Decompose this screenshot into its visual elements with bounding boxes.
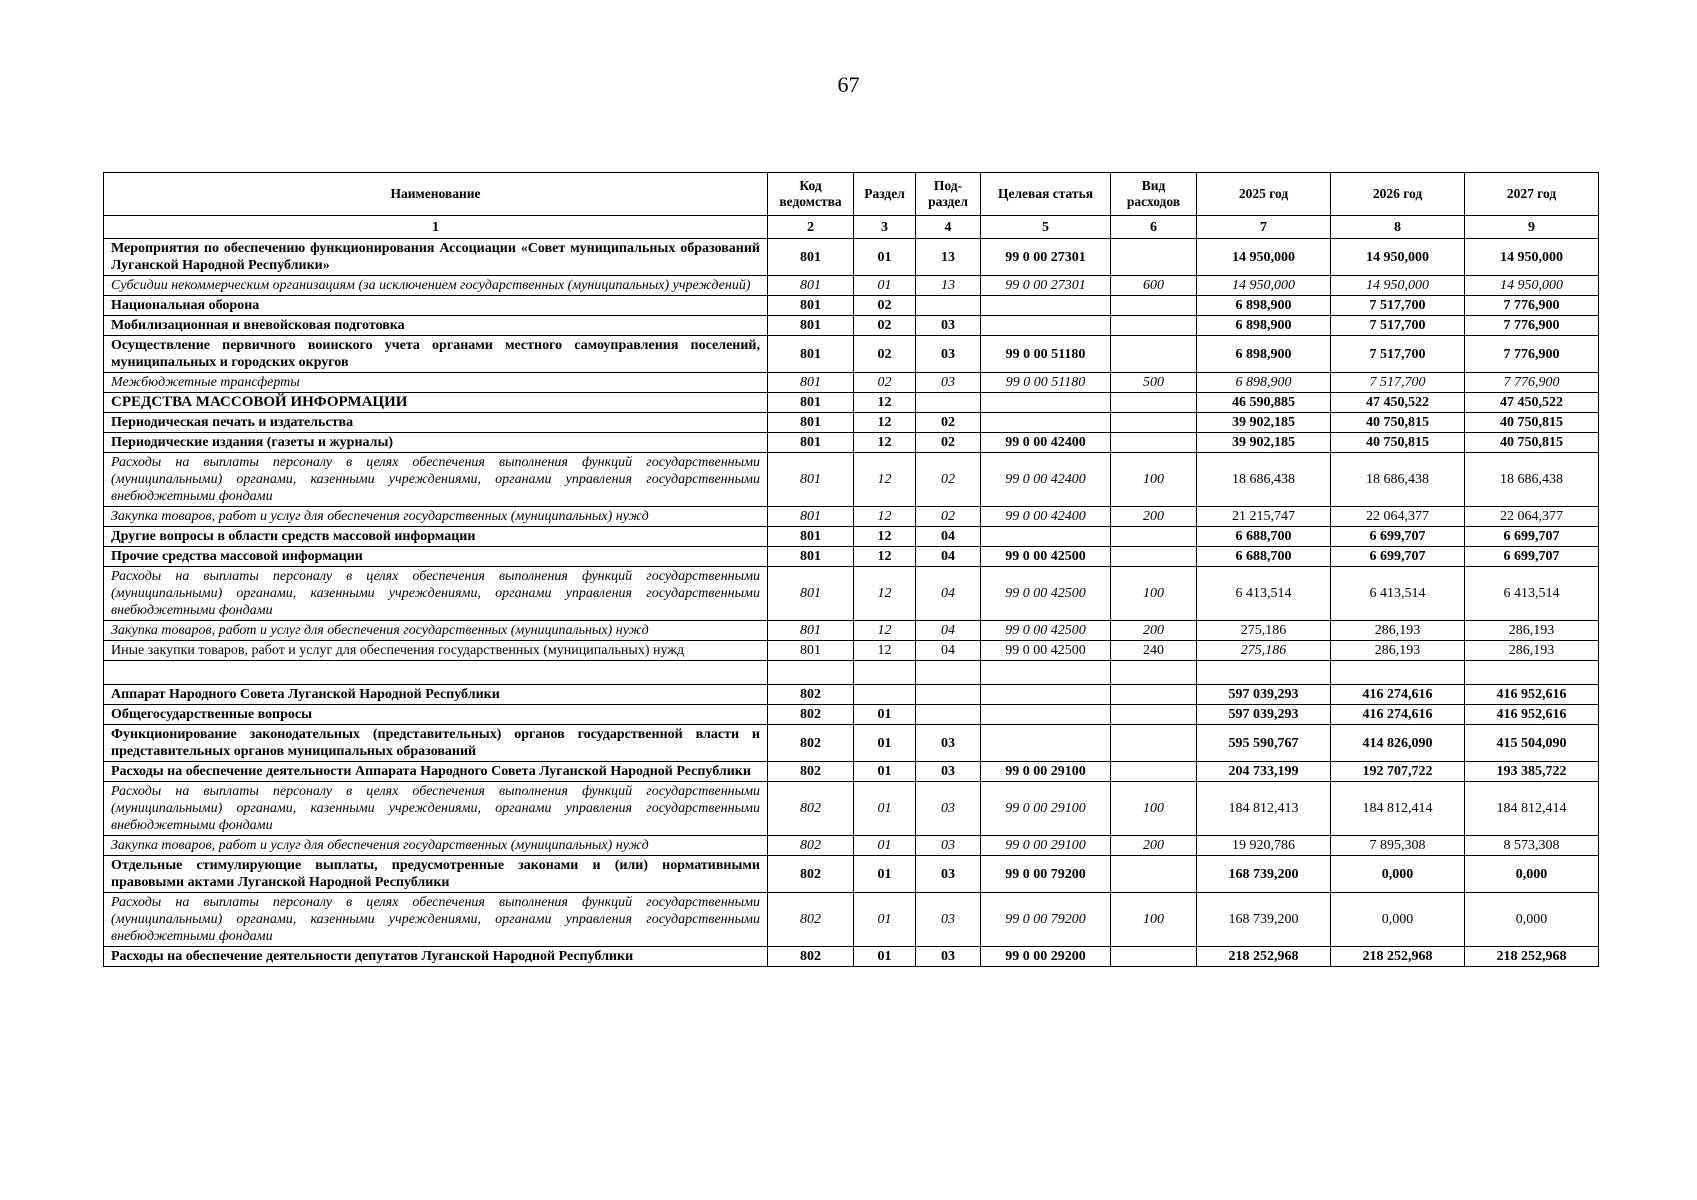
cell-vid [1111, 685, 1197, 705]
cell-razdel: 12 [854, 547, 916, 567]
cell-amount-2026: 40 750,815 [1331, 433, 1465, 453]
cell-amount-2025: 275,186 [1197, 641, 1331, 661]
column-number: 9 [1465, 216, 1599, 239]
table-row [104, 336, 1599, 373]
cell-amount-2027: 286,193 [1465, 621, 1599, 641]
cell-kod: 801 [768, 547, 854, 567]
cell-podrazdel: 03 [916, 336, 981, 373]
cell-vid [1111, 725, 1197, 762]
cell-name: Мобилизационная и вневойсковая подготовка [104, 316, 768, 336]
column-header-2026: 2026 год [1331, 173, 1465, 216]
cell-amount-2027: 8 573,308 [1465, 836, 1599, 856]
cell-amount-2026: 7 517,700 [1331, 373, 1465, 393]
table-row [104, 856, 1599, 893]
cell-kod: 801 [768, 336, 854, 373]
cell-podrazdel: 03 [916, 373, 981, 393]
cell-name: Расходы на выплаты персоналу в целях обеспечения выполнения функций государственными (муниципальными) органами, казенными учреждениями, органами управления государственными внебюджетными фондами [104, 893, 768, 947]
table-row [104, 547, 1599, 567]
cell-statya [981, 393, 1111, 413]
cell-statya: 99 0 00 29100 [981, 836, 1111, 856]
cell-amount-2025: 275,186 [1197, 621, 1331, 641]
cell-statya: 99 0 00 29200 [981, 947, 1111, 967]
cell-podrazdel: 03 [916, 856, 981, 893]
cell-name: Другие вопросы в области средств массовой информации [104, 527, 768, 547]
cell-podrazdel: 13 [916, 239, 981, 276]
cell-name: Расходы на обеспечение деятельности депутатов Луганской Народной Республики [104, 947, 768, 967]
cell-amount-2027: 40 750,815 [1465, 413, 1599, 433]
column-header-kod: Код ведомства [768, 173, 854, 216]
cell-amount-2026: 18 686,438 [1331, 453, 1465, 507]
cell-name: Расходы на выплаты персоналу в целях обеспечения выполнения функций государственными (муниципальными) органами, казенными учреждениями, органами управления государственными внебюджетными фондами [104, 567, 768, 621]
cell-kod [768, 661, 854, 685]
cell-amount-2026: 416 274,616 [1331, 685, 1465, 705]
cell-statya [981, 705, 1111, 725]
cell-amount-2027: 18 686,438 [1465, 453, 1599, 507]
cell-podrazdel: 04 [916, 547, 981, 567]
cell-amount-2026: 218 252,968 [1331, 947, 1465, 967]
cell-amount-2027: 40 750,815 [1465, 433, 1599, 453]
table-row [104, 527, 1599, 547]
cell-amount-2026: 6 699,707 [1331, 547, 1465, 567]
cell-name: Периодические издания (газеты и журналы) [104, 433, 768, 453]
cell-statya: 99 0 00 79200 [981, 856, 1111, 893]
table-row [104, 725, 1599, 762]
table-row [104, 685, 1599, 705]
cell-statya: 99 0 00 29100 [981, 762, 1111, 782]
cell-vid: 600 [1111, 276, 1197, 296]
cell-vid: 100 [1111, 453, 1197, 507]
cell-podrazdel [916, 705, 981, 725]
column-number: 4 [916, 216, 981, 239]
column-number: 5 [981, 216, 1111, 239]
cell-razdel: 01 [854, 239, 916, 276]
cell-razdel: 02 [854, 373, 916, 393]
cell-kod: 801 [768, 567, 854, 621]
cell-amount-2026: 14 950,000 [1331, 276, 1465, 296]
cell-amount-2027: 7 776,900 [1465, 373, 1599, 393]
cell-amount-2026: 6 699,707 [1331, 527, 1465, 547]
cell-podrazdel: 03 [916, 947, 981, 967]
cell-statya: 99 0 00 42400 [981, 453, 1111, 507]
cell-name: Субсидии некоммерческим организациям (за исключением государственных (муниципальных) учреждений) [104, 276, 768, 296]
cell-amount-2026: 7 517,700 [1331, 296, 1465, 316]
cell-amount-2025 [1197, 661, 1331, 685]
cell-podrazdel [916, 296, 981, 316]
cell-razdel: 02 [854, 336, 916, 373]
cell-amount-2026: 184 812,414 [1331, 782, 1465, 836]
cell-kod: 802 [768, 856, 854, 893]
cell-vid [1111, 527, 1197, 547]
cell-podrazdel: 02 [916, 507, 981, 527]
cell-kod: 801 [768, 393, 854, 413]
cell-name: Общегосударственные вопросы [104, 705, 768, 725]
cell-podrazdel: 02 [916, 433, 981, 453]
cell-amount-2025: 14 950,000 [1197, 276, 1331, 296]
cell-razdel: 12 [854, 621, 916, 641]
cell-name: Периодическая печать и издательства [104, 413, 768, 433]
cell-amount-2025: 39 902,185 [1197, 413, 1331, 433]
table-header-row [104, 173, 1599, 216]
cell-amount-2025: 218 252,968 [1197, 947, 1331, 967]
table-row [104, 641, 1599, 661]
cell-amount-2027: 416 952,616 [1465, 685, 1599, 705]
cell-statya: 99 0 00 79200 [981, 893, 1111, 947]
table-row [104, 296, 1599, 316]
cell-razdel [854, 661, 916, 685]
cell-amount-2027: 0,000 [1465, 893, 1599, 947]
cell-statya: 99 0 00 27301 [981, 276, 1111, 296]
table-row [104, 893, 1599, 947]
cell-amount-2025: 597 039,293 [1197, 705, 1331, 725]
table-row [104, 947, 1599, 967]
cell-vid [1111, 239, 1197, 276]
cell-amount-2025: 204 733,199 [1197, 762, 1331, 782]
cell-podrazdel: 04 [916, 527, 981, 547]
table-row [104, 413, 1599, 433]
cell-podrazdel: 02 [916, 413, 981, 433]
cell-amount-2025: 6 413,514 [1197, 567, 1331, 621]
cell-kod: 801 [768, 373, 854, 393]
cell-amount-2027: 47 450,522 [1465, 393, 1599, 413]
cell-name: Расходы на обеспечение деятельности Аппарата Народного Совета Луганской Народной Республики [104, 762, 768, 782]
cell-amount-2026: 0,000 [1331, 893, 1465, 947]
cell-podrazdel [916, 393, 981, 413]
cell-razdel: 02 [854, 316, 916, 336]
cell-kod: 802 [768, 893, 854, 947]
cell-kod: 801 [768, 276, 854, 296]
cell-razdel: 01 [854, 762, 916, 782]
cell-amount-2027: 14 950,000 [1465, 276, 1599, 296]
cell-amount-2025: 6 898,900 [1197, 296, 1331, 316]
cell-name [104, 661, 768, 685]
cell-vid [1111, 413, 1197, 433]
cell-name: Осуществление первичного воинского учета органами местного самоуправления поселений, муниципальных и городских округов [104, 336, 768, 373]
cell-name: Национальная оборона [104, 296, 768, 316]
cell-razdel: 01 [854, 947, 916, 967]
table-row [104, 621, 1599, 641]
cell-statya: 99 0 00 42500 [981, 621, 1111, 641]
cell-razdel: 12 [854, 453, 916, 507]
cell-podrazdel [916, 661, 981, 685]
cell-kod: 802 [768, 705, 854, 725]
column-header-podrazdel: Под-раздел [916, 173, 981, 216]
cell-statya [981, 296, 1111, 316]
cell-amount-2026 [1331, 661, 1465, 685]
cell-podrazdel: 04 [916, 621, 981, 641]
column-header-name: Наименование [104, 173, 768, 216]
cell-podrazdel: 03 [916, 836, 981, 856]
cell-vid [1111, 433, 1197, 453]
table-row [104, 567, 1599, 621]
cell-razdel: 12 [854, 641, 916, 661]
cell-kod: 801 [768, 527, 854, 547]
cell-kod: 801 [768, 641, 854, 661]
cell-razdel: 12 [854, 413, 916, 433]
cell-amount-2027: 6 699,707 [1465, 547, 1599, 567]
cell-vid [1111, 705, 1197, 725]
cell-razdel [854, 685, 916, 705]
table-row [104, 316, 1599, 336]
cell-razdel: 01 [854, 856, 916, 893]
cell-kod: 802 [768, 947, 854, 967]
cell-razdel: 12 [854, 527, 916, 547]
cell-podrazdel: 03 [916, 762, 981, 782]
cell-statya [981, 413, 1111, 433]
column-number: 7 [1197, 216, 1331, 239]
cell-statya: 99 0 00 42500 [981, 641, 1111, 661]
table-row [104, 239, 1599, 276]
cell-kod: 802 [768, 782, 854, 836]
cell-amount-2027: 14 950,000 [1465, 239, 1599, 276]
column-header-vid: Вид расходов [1111, 173, 1197, 216]
cell-razdel: 12 [854, 433, 916, 453]
cell-amount-2027: 7 776,900 [1465, 316, 1599, 336]
column-number: 2 [768, 216, 854, 239]
cell-amount-2025: 595 590,767 [1197, 725, 1331, 762]
cell-kod: 801 [768, 413, 854, 433]
cell-podrazdel: 04 [916, 641, 981, 661]
cell-amount-2025: 18 686,438 [1197, 453, 1331, 507]
cell-amount-2027: 7 776,900 [1465, 336, 1599, 373]
cell-podrazdel: 13 [916, 276, 981, 296]
cell-name: Аппарат Народного Совета Луганской Народной Республики [104, 685, 768, 705]
cell-razdel: 01 [854, 725, 916, 762]
cell-amount-2026: 14 950,000 [1331, 239, 1465, 276]
cell-vid [1111, 336, 1197, 373]
cell-amount-2025: 6 688,700 [1197, 547, 1331, 567]
cell-amount-2025: 46 590,885 [1197, 393, 1331, 413]
cell-razdel: 01 [854, 276, 916, 296]
cell-kod: 801 [768, 239, 854, 276]
column-number: 6 [1111, 216, 1197, 239]
cell-vid [1111, 296, 1197, 316]
cell-kod: 801 [768, 316, 854, 336]
cell-razdel: 12 [854, 507, 916, 527]
table-row [104, 453, 1599, 507]
cell-amount-2026: 7 517,700 [1331, 336, 1465, 373]
cell-podrazdel: 03 [916, 782, 981, 836]
cell-statya [981, 725, 1111, 762]
cell-name: Закупка товаров, работ и услуг для обеспечения государственных (муниципальных) нужд [104, 836, 768, 856]
cell-kod: 801 [768, 453, 854, 507]
cell-amount-2025: 6 898,900 [1197, 373, 1331, 393]
cell-amount-2027: 193 385,722 [1465, 762, 1599, 782]
cell-statya: 99 0 00 42500 [981, 547, 1111, 567]
cell-statya [981, 527, 1111, 547]
cell-amount-2027 [1465, 661, 1599, 685]
cell-amount-2026: 286,193 [1331, 621, 1465, 641]
cell-kod: 802 [768, 725, 854, 762]
cell-amount-2026: 192 707,722 [1331, 762, 1465, 782]
cell-statya: 99 0 00 42400 [981, 507, 1111, 527]
cell-amount-2027: 0,000 [1465, 856, 1599, 893]
cell-amount-2026: 22 064,377 [1331, 507, 1465, 527]
cell-podrazdel [916, 685, 981, 705]
cell-amount-2025: 168 739,200 [1197, 856, 1331, 893]
cell-razdel: 12 [854, 567, 916, 621]
table-row [104, 433, 1599, 453]
cell-vid: 100 [1111, 893, 1197, 947]
table-row [104, 507, 1599, 527]
cell-name: Межбюджетные трансферты [104, 373, 768, 393]
column-number: 3 [854, 216, 916, 239]
cell-amount-2026: 286,193 [1331, 641, 1465, 661]
cell-kod: 801 [768, 433, 854, 453]
cell-amount-2026: 416 274,616 [1331, 705, 1465, 725]
cell-name: Функционирование законодательных (представительных) органов государственной власти и представительных органов муниципальных образований [104, 725, 768, 762]
cell-amount-2026: 7 895,308 [1331, 836, 1465, 856]
cell-statya: 99 0 00 51180 [981, 336, 1111, 373]
cell-amount-2025: 6 688,700 [1197, 527, 1331, 547]
cell-razdel: 01 [854, 893, 916, 947]
cell-amount-2025: 184 812,413 [1197, 782, 1331, 836]
cell-name: Мероприятия по обеспечению функционирования Ассоциации «Совет муниципальных образований Луганской Народной Республики» [104, 239, 768, 276]
cell-vid [1111, 547, 1197, 567]
table-row [104, 762, 1599, 782]
cell-vid [1111, 661, 1197, 685]
cell-name: Прочие средства массовой информации [104, 547, 768, 567]
cell-amount-2025: 21 215,747 [1197, 507, 1331, 527]
cell-vid [1111, 316, 1197, 336]
cell-vid: 200 [1111, 621, 1197, 641]
cell-statya [981, 685, 1111, 705]
cell-amount-2026: 7 517,700 [1331, 316, 1465, 336]
cell-amount-2027: 22 064,377 [1465, 507, 1599, 527]
cell-kod: 801 [768, 296, 854, 316]
cell-name: Закупка товаров, работ и услуг для обеспечения государственных (муниципальных) нужд [104, 507, 768, 527]
cell-statya [981, 316, 1111, 336]
cell-kod: 802 [768, 762, 854, 782]
cell-vid [1111, 762, 1197, 782]
cell-vid: 240 [1111, 641, 1197, 661]
cell-vid [1111, 856, 1197, 893]
cell-amount-2027: 7 776,900 [1465, 296, 1599, 316]
cell-amount-2026: 40 750,815 [1331, 413, 1465, 433]
cell-amount-2026: 0,000 [1331, 856, 1465, 893]
cell-amount-2025: 39 902,185 [1197, 433, 1331, 453]
cell-razdel: 01 [854, 705, 916, 725]
blank-row [104, 661, 1599, 685]
cell-vid: 200 [1111, 836, 1197, 856]
cell-amount-2027: 6 413,514 [1465, 567, 1599, 621]
column-number-row [104, 216, 1599, 239]
budget-table-body [104, 239, 1599, 967]
column-header-statya: Целевая статья [981, 173, 1111, 216]
cell-kod: 801 [768, 621, 854, 641]
cell-statya: 99 0 00 51180 [981, 373, 1111, 393]
cell-name: Расходы на выплаты персоналу в целях обеспечения выполнения функций государственными (муниципальными) органами, казенными учреждениями, органами управления государственными внебюджетными фондами [104, 453, 768, 507]
cell-amount-2026: 47 450,522 [1331, 393, 1465, 413]
cell-razdel: 12 [854, 393, 916, 413]
cell-vid [1111, 393, 1197, 413]
cell-amount-2025: 168 739,200 [1197, 893, 1331, 947]
cell-name: Закупка товаров, работ и услуг для обеспечения государственных (муниципальных) нужд [104, 621, 768, 641]
cell-name: Расходы на выплаты персоналу в целях обеспечения выполнения функций государственными (муниципальными) органами, казенными учреждениями, органами управления государственными внебюджетными фондами [104, 782, 768, 836]
cell-vid: 200 [1111, 507, 1197, 527]
column-header-2025: 2025 год [1197, 173, 1331, 216]
cell-vid: 500 [1111, 373, 1197, 393]
cell-name: Иные закупки товаров, работ и услуг для обеспечения государственных (муниципальных) нужд [104, 641, 768, 661]
cell-podrazdel: 02 [916, 453, 981, 507]
cell-statya [981, 661, 1111, 685]
cell-razdel: 01 [854, 782, 916, 836]
table-row [104, 836, 1599, 856]
cell-vid [1111, 947, 1197, 967]
page-number: 67 [837, 72, 860, 97]
cell-vid: 100 [1111, 567, 1197, 621]
cell-statya: 99 0 00 42500 [981, 567, 1111, 621]
cell-statya: 99 0 00 29100 [981, 782, 1111, 836]
cell-name: Отдельные стимулирующие выплаты, предусмотренные законами и (или) нормативными правовыми актами Луганской Народной Республики [104, 856, 768, 893]
column-number: 1 [104, 216, 768, 239]
cell-name: СРЕДСТВА МАССОВОЙ ИНФОРМАЦИИ [104, 393, 768, 413]
cell-amount-2026: 414 826,090 [1331, 725, 1465, 762]
cell-amount-2027: 6 699,707 [1465, 527, 1599, 547]
table-row [104, 782, 1599, 836]
cell-podrazdel: 04 [916, 567, 981, 621]
cell-amount-2027: 286,193 [1465, 641, 1599, 661]
cell-amount-2026: 6 413,514 [1331, 567, 1465, 621]
column-header-2027: 2027 год [1465, 173, 1599, 216]
cell-podrazdel: 03 [916, 316, 981, 336]
table-row [104, 373, 1599, 393]
cell-statya: 99 0 00 42400 [981, 433, 1111, 453]
cell-amount-2025: 6 898,900 [1197, 336, 1331, 373]
cell-kod: 802 [768, 685, 854, 705]
cell-amount-2025: 6 898,900 [1197, 316, 1331, 336]
cell-statya: 99 0 00 27301 [981, 239, 1111, 276]
cell-podrazdel: 03 [916, 725, 981, 762]
column-number: 8 [1331, 216, 1465, 239]
cell-razdel: 01 [854, 836, 916, 856]
table-row [104, 393, 1599, 413]
cell-amount-2027: 218 252,968 [1465, 947, 1599, 967]
cell-vid: 100 [1111, 782, 1197, 836]
cell-amount-2025: 19 920,786 [1197, 836, 1331, 856]
table-row [104, 705, 1599, 725]
cell-kod: 802 [768, 836, 854, 856]
column-header-razdel: Раздел [854, 173, 916, 216]
cell-amount-2025: 597 039,293 [1197, 685, 1331, 705]
cell-podrazdel: 03 [916, 893, 981, 947]
cell-amount-2027: 415 504,090 [1465, 725, 1599, 762]
cell-amount-2025: 14 950,000 [1197, 239, 1331, 276]
budget-table [103, 172, 1599, 967]
cell-amount-2027: 184 812,414 [1465, 782, 1599, 836]
table-row [104, 276, 1599, 296]
cell-kod: 801 [768, 507, 854, 527]
cell-amount-2027: 416 952,616 [1465, 705, 1599, 725]
cell-razdel: 02 [854, 296, 916, 316]
